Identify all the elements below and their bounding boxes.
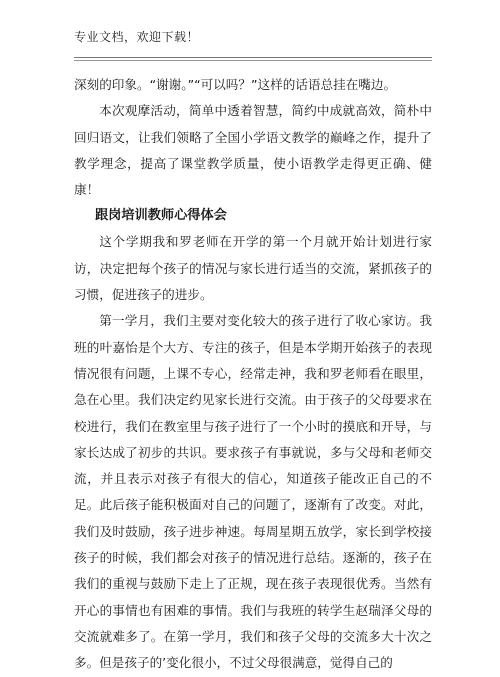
paragraph-continuation: 深刻的印象。“谢谢。”“可以吗？”这样的话语总挂在嘴边。 [74, 77, 397, 92]
document-header: 专业文档，欢迎下载！ [74, 30, 200, 44]
paragraph-first-month: 第一学月，我们主要对变化较大的孩子进行了收心家访。我班的叶嘉怡是个大方、专注的孩子，但是本学期开始孩子的表现情况很有问题，上课不专心，经常走神，我和罗老师看在眼里，急在心里。我们决定约见家长进行交流。由于孩子的父母要求在校进行，我们在教室里与孩子进行了一个小时的摸底和开导，与家长达成了初步的共识。要求孩子有事就说，多与父母和老师交流，并且表示对孩子有很大的信心，知道孩子能改正自己的不足。此后孩子能积极面对自己的问题了，逐渐有了改变。对此，我们及时鼓励，孩子进步神速。每周星期五放学，家长到学校接孩子的时候，我们都会对孩子的情况进行总结。逐渐的，孩子在我们的重视与鼓励下走上了正规，现在孩子表现很优秀。当然有开心的事情也有困难的事情。我们与我班的转学生赵瑞泽父母的交流就难多了。在第一学月，我们和孩子父母的交流多大十次之多。但是孩子的’变化很小，不过父母很满意，觉得自己的 [74, 313, 432, 671]
header-divider-thin [74, 60, 432, 61]
document-body [74, 72, 432, 677]
paragraph-observation-summary: 本次观摩活动，简单中透着智慧，简约中成就高效，简朴中回归语文，让我们领略了全国小学语文教学的巅峰之作，提升了教学理念，提高了课堂教学质量，使小语教学走得更正确、健康！ [74, 103, 432, 198]
header-divider [74, 57, 432, 58]
section-heading: 跟岗培训教师心得体会 [95, 208, 227, 224]
paragraph-home-visit-plan: 这个学期我和罗老师在开学的第一个月就开始计划进行家访，决定把每个孩子的情况与家长进行适当的交流，紧抓孩子的习惯，促进孩子的进步。 [74, 234, 432, 303]
